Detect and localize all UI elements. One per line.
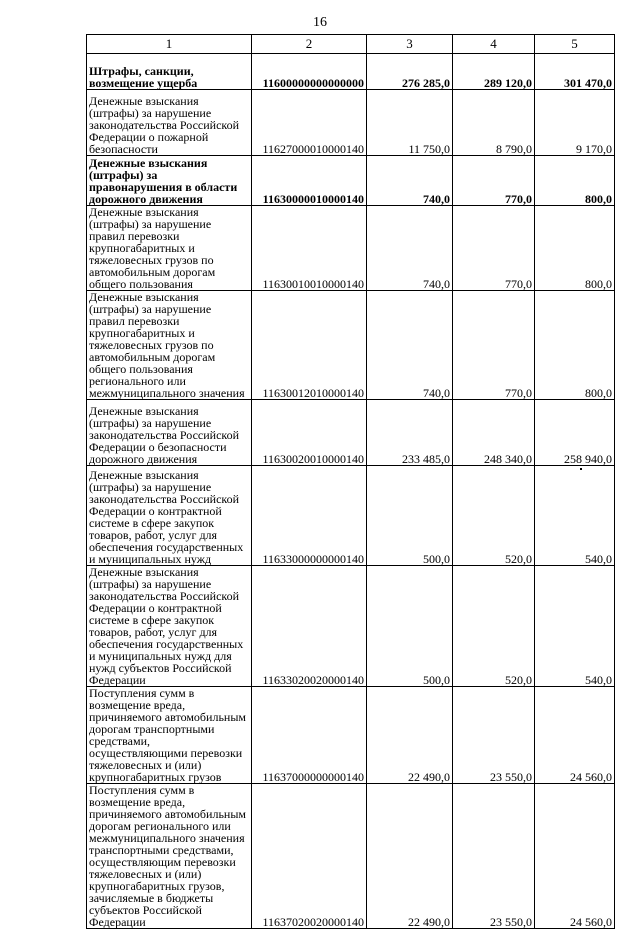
row-value-1: 740,0 — [367, 291, 453, 400]
row-code: 11637020020000140 — [252, 784, 367, 929]
row-value-3: 9 170,0 — [535, 90, 615, 156]
row-name: Денежные взыскания (штрафы) за нарушение законодательства Российской Федерации о контрактной системе в сфере закупок товаров, работ, услуг для обеспечения государственных и муниципальных нужд для нужд субъектов Российской Федерации — [87, 566, 252, 687]
table-header-row — [87, 35, 615, 54]
table-row — [87, 400, 615, 466]
column-header: 1 — [87, 35, 252, 54]
row-value-2: 8 790,0 — [453, 90, 535, 156]
row-value-3: 24 560,0 — [535, 784, 615, 929]
column-header: 2 — [252, 35, 367, 54]
row-code: 11633020020000140 — [252, 566, 367, 687]
row-name: Штрафы, санкции, возмещение ущерба — [87, 54, 252, 90]
row-value-2: 770,0 — [453, 206, 535, 291]
row-name: Поступления сумм в возмещение вреда, причиняемого автомобильным дорогам транспортными средствами, осуществляющими перевозки тяжеловесных и (или) крупногабаритных грузов — [87, 687, 252, 784]
row-value-3: 301 470,0 — [535, 54, 615, 90]
table-row — [87, 156, 615, 206]
row-code: 11630000010000140 — [252, 156, 367, 206]
row-code: 11630010010000140 — [252, 206, 367, 291]
row-value-3: 258 940,0 — [535, 400, 615, 466]
row-name: Денежные взыскания (штрафы) за нарушение законодательства Российской Федерации о контрактной системе в сфере закупок товаров, работ, услуг для обеспечения государственных и муниципальных нужд — [87, 466, 252, 566]
row-code: 11637000000000140 — [252, 687, 367, 784]
column-header: 5 — [535, 35, 615, 54]
scan-speck — [580, 468, 582, 470]
row-code: 11630012010000140 — [252, 291, 367, 400]
row-value-3: 800,0 — [535, 156, 615, 206]
table-row — [87, 206, 615, 291]
row-value-1: 233 485,0 — [367, 400, 453, 466]
row-value-1: 500,0 — [367, 466, 453, 566]
budget-table — [86, 34, 615, 929]
row-code: 11633000000000140 — [252, 466, 367, 566]
row-value-1: 11 750,0 — [367, 90, 453, 156]
row-value-1: 740,0 — [367, 156, 453, 206]
row-value-2: 520,0 — [453, 466, 535, 566]
row-name: Поступления сумм в возмещение вреда, причиняемого автомобильным дорогам регионального или межмуниципального значения транспортными средствами, осуществляющим перевозки тяжеловесных и (или) крупногабаритных грузов, зачисляемые в бюджеты субъектов Российской Федерации — [87, 784, 252, 929]
row-name: Денежные взыскания (штрафы) за нарушение правил перевозки крупногабаритных и тяжеловесных грузов по автомобильным дорогам общего пользования — [87, 206, 252, 291]
table-row — [87, 90, 615, 156]
row-value-2: 520,0 — [453, 566, 535, 687]
column-header: 3 — [367, 35, 453, 54]
row-code: 11630020010000140 — [252, 400, 367, 466]
row-value-2: 770,0 — [453, 291, 535, 400]
table-row — [87, 784, 615, 929]
table-row — [87, 687, 615, 784]
row-value-3: 24 560,0 — [535, 687, 615, 784]
table-row — [87, 466, 615, 566]
row-value-1: 500,0 — [367, 566, 453, 687]
table-row — [87, 54, 615, 90]
row-value-2: 289 120,0 — [453, 54, 535, 90]
row-value-2: 23 550,0 — [453, 687, 535, 784]
row-value-1: 22 490,0 — [367, 784, 453, 929]
row-value-2: 23 550,0 — [453, 784, 535, 929]
row-code: 11600000000000000 — [252, 54, 367, 90]
column-header: 4 — [453, 35, 535, 54]
row-value-1: 22 490,0 — [367, 687, 453, 784]
row-code: 11627000010000140 — [252, 90, 367, 156]
row-value-1: 740,0 — [367, 206, 453, 291]
table-row — [87, 291, 615, 400]
row-name: Денежные взыскания (штрафы) за правонарушения в области дорожного движения — [87, 156, 252, 206]
row-value-2: 248 340,0 — [453, 400, 535, 466]
row-value-2: 770,0 — [453, 156, 535, 206]
table-row — [87, 566, 615, 687]
row-value-3: 540,0 — [535, 566, 615, 687]
row-name: Денежные взыскания (штрафы) за нарушение законодательства Российской Федерации о безопасности дорожного движения — [87, 400, 252, 466]
row-value-3: 800,0 — [535, 206, 615, 291]
row-value-1: 276 285,0 — [367, 54, 453, 90]
row-name: Денежные взыскания (штрафы) за нарушение правил перевозки крупногабаритных и тяжеловесных грузов по автомобильным дорогам общего пользования регионального или межмуниципального значения — [87, 291, 252, 400]
row-value-3: 540,0 — [535, 466, 615, 566]
row-value-3: 800,0 — [535, 291, 615, 400]
row-name: Денежные взыскания (штрафы) за нарушение законодательства Российской Федерации о пожарной безопасности — [87, 90, 252, 156]
page-number: 16 — [313, 15, 327, 30]
